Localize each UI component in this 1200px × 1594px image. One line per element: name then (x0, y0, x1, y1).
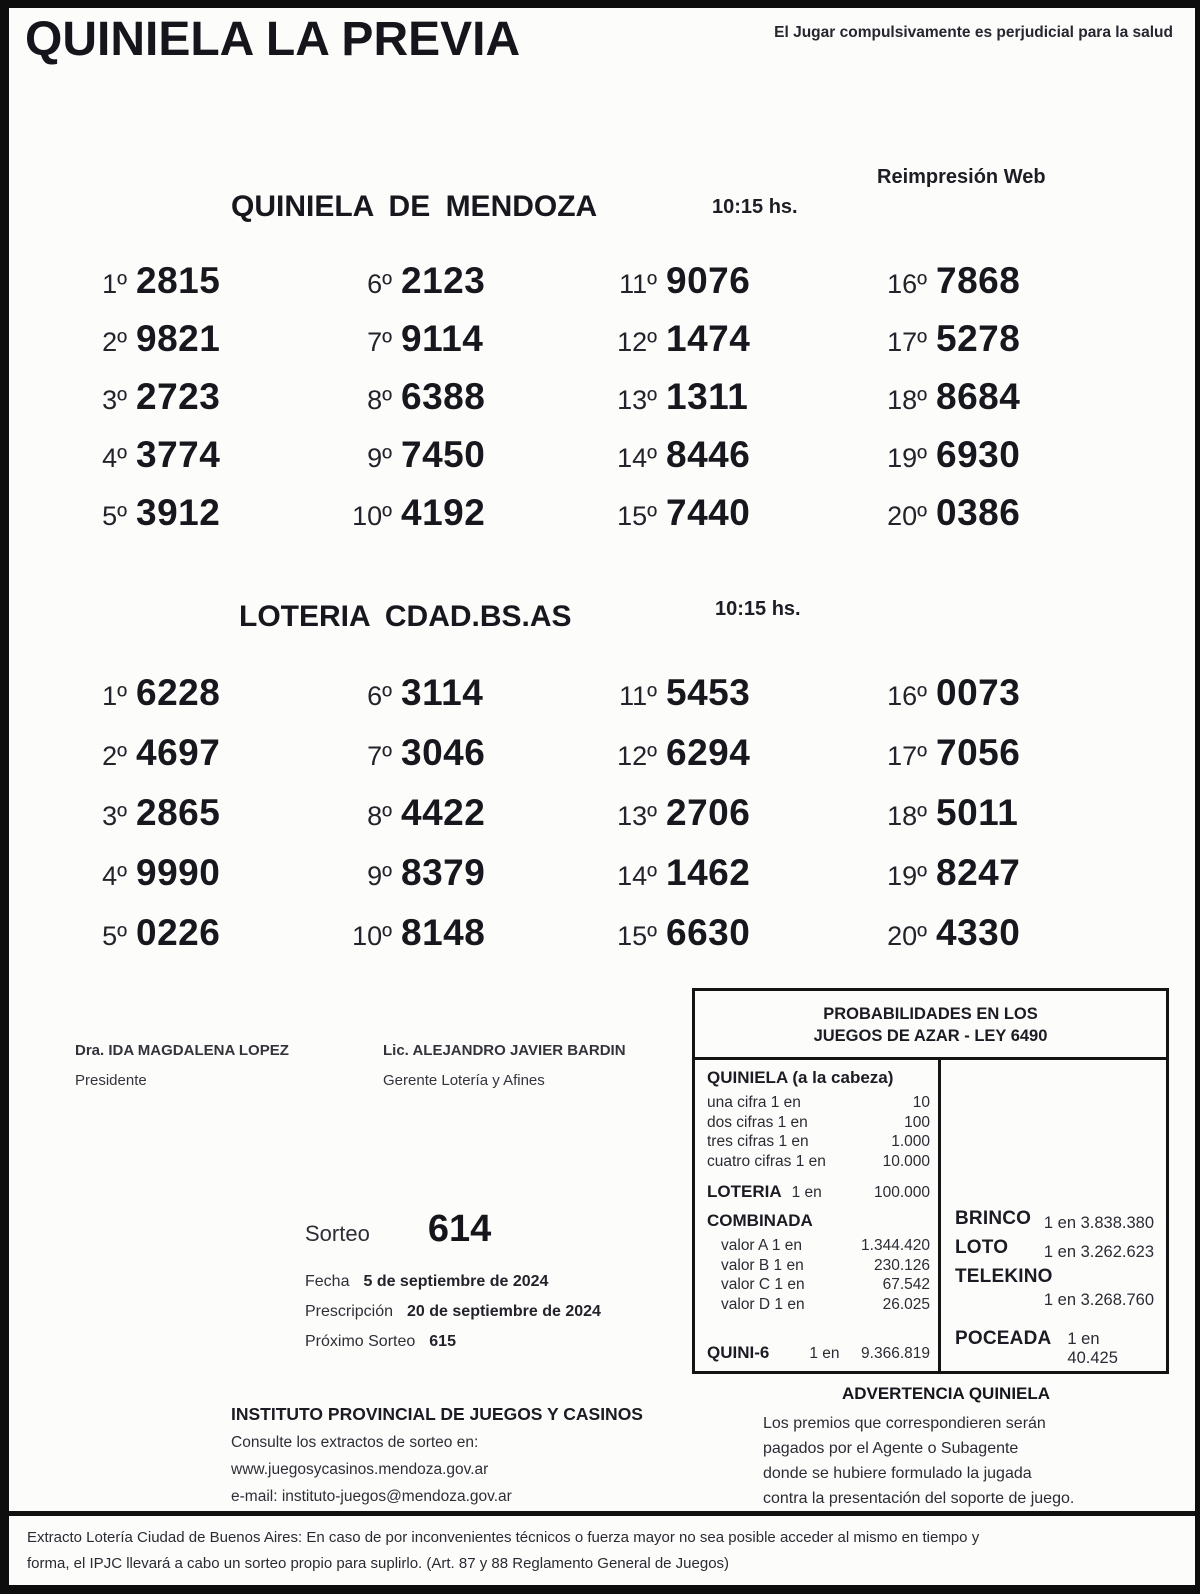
results-column (69, 260, 334, 550)
game-odds-value: 1 en 3.838.380 (1043, 1214, 1154, 1232)
result-number: 7868 (936, 260, 1021, 301)
probability-value: 67.542 (882, 1276, 930, 1293)
result-position-9 (334, 852, 599, 912)
result-ordinal: 15º (617, 921, 657, 951)
game-odds-value: 1 en 3.262.623 (1043, 1243, 1154, 1261)
advertencia-line: donde se hubiere formulado la jugada (763, 1465, 1032, 1482)
result-ordinal: 4º (102, 443, 127, 473)
result-position-20 (869, 912, 1144, 972)
probability-row (707, 1093, 930, 1113)
result-position-17 (869, 318, 1144, 376)
loteria-value: 100.000 (873, 1184, 930, 1201)
probabilities-title (695, 991, 1166, 1060)
result-number: 9114 (401, 318, 484, 359)
results-column (869, 672, 1144, 972)
result-number: 0226 (136, 912, 221, 953)
proximo-sorteo-row (305, 1327, 601, 1357)
loteria-mid: 1 en (791, 1184, 822, 1201)
result-number: 5011 (936, 792, 1019, 833)
probability-value: 100 (904, 1113, 930, 1131)
game-odds-telekino (955, 1266, 1154, 1310)
result-position-12 (599, 732, 869, 792)
probabilities-box (692, 988, 1169, 1374)
probability-row (707, 1132, 930, 1152)
result-ordinal: 7º (367, 327, 392, 357)
sorteo-number: 614 (427, 1208, 492, 1250)
result-number: 7440 (666, 492, 751, 533)
probability-label: valor D 1 en (721, 1295, 805, 1313)
result-number: 2706 (666, 792, 751, 833)
result-number: 4697 (136, 732, 221, 773)
game-name: LOTO (955, 1237, 1009, 1258)
draw-title-mendoza: QUINIELA DE MENDOZA (231, 190, 598, 223)
result-ordinal: 7º (367, 741, 392, 771)
result-ordinal: 19º (887, 861, 927, 891)
draw-info-block (305, 1208, 601, 1357)
probability-label: valor A 1 en (721, 1237, 803, 1254)
probability-label: una cifra 1 en (707, 1094, 801, 1111)
result-position-4 (69, 852, 334, 912)
probability-label: cuatro cifras 1 en (707, 1152, 826, 1170)
prescripcion-row (305, 1297, 601, 1327)
result-ordinal: 6º (367, 681, 392, 711)
result-ordinal: 17º (887, 741, 927, 771)
result-number: 5278 (936, 318, 1021, 359)
game-odds-brinco (955, 1208, 1154, 1230)
result-position-18 (869, 376, 1144, 434)
result-number: 2723 (136, 376, 221, 417)
combinada-odds-rows (707, 1236, 930, 1314)
prescripcion-value: 20 de septiembre de 2024 (407, 1303, 601, 1320)
result-number: 2123 (401, 260, 486, 301)
probability-row (707, 1275, 930, 1295)
result-ordinal: 11º (619, 269, 657, 299)
result-position-15 (599, 492, 869, 550)
quini6-odds-row (707, 1343, 930, 1365)
result-ordinal: 18º (887, 385, 927, 415)
signatures-block (75, 1042, 691, 1089)
probability-label: valor C 1 en (721, 1276, 805, 1293)
result-ordinal: 2º (102, 327, 127, 357)
result-position-17 (869, 732, 1144, 792)
probabilities-title-line1: PROBABILIDADES EN LOS (823, 1005, 1038, 1023)
result-number: 9076 (666, 260, 751, 301)
probability-value: 10 (912, 1094, 930, 1111)
result-number: 3912 (136, 492, 221, 533)
advertencia-line: Los premios que correspondieren serán (763, 1415, 1046, 1432)
result-number: 6388 (401, 376, 486, 417)
result-position-3 (69, 376, 334, 434)
results-grid-bsas (69, 672, 1144, 972)
institute-consult-line: Consulte los extractos de sorteo en: (231, 1434, 479, 1451)
game-odds-value: 1 en 40.425 (1067, 1330, 1118, 1367)
advertencia-title: ADVERTENCIA QUINIELA (841, 1384, 1051, 1403)
combinada-heading: COMBINADA (707, 1211, 813, 1230)
result-number: 2815 (136, 260, 221, 301)
result-position-1 (69, 260, 334, 318)
draw-time-mendoza: 10:15 hs. (712, 196, 798, 218)
quini6-label: QUINI-6 (707, 1343, 770, 1362)
result-ordinal: 15º (617, 501, 657, 531)
fecha-label: Fecha (305, 1273, 350, 1290)
result-number: 8684 (936, 376, 1021, 417)
signatory-name: Dra. IDA MAGDALENA LOPEZ (75, 1042, 289, 1059)
probability-row (707, 1256, 930, 1276)
result-position-7 (334, 318, 599, 376)
result-ordinal: 20º (887, 501, 927, 531)
result-ordinal: 2º (102, 741, 127, 771)
footer-line-2: forma, el IPJC llevará a cabo un sorteo propio para suplirlo. (Art. 87 y 88 Reglamento General de Juegos) (27, 1555, 730, 1572)
result-number: 8379 (401, 852, 486, 893)
prescripcion-label: Prescripción (305, 1303, 394, 1320)
draw-title-bsas: LOTERIA CDAD.BS.AS (239, 600, 572, 633)
result-number: 0386 (936, 492, 1021, 533)
result-number: 7450 (401, 434, 486, 475)
result-ordinal: 10º (352, 921, 392, 951)
result-number: 0073 (936, 672, 1021, 713)
result-number: 3774 (136, 434, 221, 475)
signatory-role: Presidente (75, 1072, 147, 1089)
advertencia-line: pagados por el Agente o Subagente (763, 1440, 1019, 1457)
result-number: 9990 (136, 852, 221, 893)
probabilities-right-column (941, 1060, 1166, 1371)
result-position-13 (599, 376, 869, 434)
game-odds-loto (955, 1237, 1154, 1259)
game-name: POCEADA (955, 1328, 1052, 1349)
result-number: 9821 (136, 318, 221, 359)
quini6-mid: 1 en (809, 1345, 840, 1362)
result-position-20 (869, 492, 1144, 550)
result-ordinal: 3º (102, 801, 127, 831)
probability-value: 1.000 (891, 1133, 930, 1150)
result-number: 4192 (401, 492, 486, 533)
result-ordinal: 6º (367, 269, 392, 299)
probabilities-title-line2: JUEGOS DE AZAR - LEY 6490 (813, 1027, 1048, 1045)
result-position-7 (334, 732, 599, 792)
results-column (869, 260, 1144, 550)
probability-value: 1.344.420 (861, 1237, 930, 1254)
institute-name: INSTITUTO PROVINCIAL DE JUEGOS Y CASINOS (231, 1404, 643, 1424)
game-odds-value: 1 en 3.268.760 (1043, 1291, 1154, 1309)
result-number: 8148 (401, 912, 486, 953)
result-position-11 (599, 260, 869, 318)
result-number: 1462 (666, 852, 751, 893)
result-position-3 (69, 792, 334, 852)
advertencia-block (751, 1384, 1141, 1511)
result-position-13 (599, 792, 869, 852)
probability-row (707, 1295, 930, 1315)
result-position-5 (69, 912, 334, 972)
signatory-role: Gerente Lotería y Afines (383, 1072, 545, 1089)
result-ordinal: 13º (617, 801, 657, 831)
quini6-value: 9.366.819 (861, 1345, 930, 1362)
game-name: BRINCO (955, 1208, 1032, 1229)
result-ordinal: 10º (352, 501, 392, 531)
result-position-8 (334, 376, 599, 434)
results-column (334, 260, 599, 550)
result-ordinal: 16º (887, 681, 927, 711)
advertencia-text (751, 1411, 1141, 1511)
result-number: 2865 (136, 792, 221, 833)
result-ordinal: 4º (102, 861, 127, 891)
result-position-18 (869, 792, 1144, 852)
result-position-14 (599, 434, 869, 492)
result-position-16 (869, 260, 1144, 318)
result-ordinal: 13º (617, 385, 657, 415)
result-ordinal: 1º (102, 269, 127, 299)
quiniela-odds-heading: QUINIELA (a la cabeza) (707, 1068, 894, 1087)
fecha-row (305, 1267, 601, 1297)
result-ordinal: 1º (102, 681, 127, 711)
probabilities-body (695, 1060, 1166, 1371)
result-position-6 (334, 260, 599, 318)
result-position-2 (69, 732, 334, 792)
result-number: 6630 (666, 912, 751, 953)
footer-note (9, 1511, 1195, 1585)
result-number: 1311 (666, 376, 749, 417)
result-ordinal: 14º (617, 443, 657, 473)
proximo-sorteo-value: 615 (429, 1333, 456, 1350)
health-warning-text: El Jugar compulsivamente es perjudicial para la salud (774, 24, 1173, 41)
result-position-12 (599, 318, 869, 376)
result-position-10 (334, 912, 599, 972)
result-ordinal: 5º (102, 921, 127, 951)
result-ordinal: 18º (887, 801, 927, 831)
institute-website: www.juegosycasinos.mendoza.gov.ar (231, 1461, 489, 1478)
advertencia-line: contra la presentación del soporte de juego. (763, 1490, 1075, 1507)
result-position-2 (69, 318, 334, 376)
probability-value: 230.126 (873, 1256, 930, 1274)
loteria-odds-row (707, 1182, 930, 1202)
result-number: 4422 (401, 792, 486, 833)
result-number: 5453 (666, 672, 751, 713)
quiniela-odds-rows (707, 1093, 930, 1171)
result-ordinal: 16º (887, 269, 927, 299)
result-position-5 (69, 492, 334, 550)
result-number: 1474 (666, 318, 751, 359)
page-title: QUINIELA LA PREVIA (25, 13, 521, 66)
result-ordinal: 12º (617, 741, 657, 771)
signatory-president (75, 1042, 383, 1089)
results-column (334, 672, 599, 972)
result-position-19 (869, 434, 1144, 492)
result-position-4 (69, 434, 334, 492)
probability-value: 26.025 (882, 1295, 930, 1313)
game-odds-poceada (955, 1328, 1154, 1368)
result-ordinal: 12º (617, 327, 657, 357)
institute-block (231, 1404, 643, 1506)
probability-label: valor B 1 en (721, 1256, 804, 1274)
fecha-value: 5 de septiembre de 2024 (363, 1273, 549, 1290)
proximo-sorteo-label: Próximo Sorteo (305, 1333, 416, 1350)
probability-value: 10.000 (882, 1152, 930, 1170)
result-position-11 (599, 672, 869, 732)
reprint-web-label: Reimpresión Web (877, 166, 1046, 188)
sorteo-row (305, 1208, 601, 1251)
result-ordinal: 5º (102, 501, 127, 531)
results-grid-mendoza (69, 260, 1144, 550)
result-ordinal: 3º (102, 385, 127, 415)
result-number: 3046 (401, 732, 486, 773)
result-number: 6294 (666, 732, 751, 773)
results-column (599, 672, 869, 972)
result-number: 8446 (666, 434, 751, 475)
results-column (599, 260, 869, 550)
result-number: 6228 (136, 672, 221, 713)
result-position-14 (599, 852, 869, 912)
probability-label: dos cifras 1 en (707, 1113, 808, 1131)
result-position-16 (869, 672, 1144, 732)
results-column (69, 672, 334, 972)
result-position-15 (599, 912, 869, 972)
result-position-9 (334, 434, 599, 492)
result-position-8 (334, 792, 599, 852)
result-ordinal: 17º (887, 327, 927, 357)
result-number: 4330 (936, 912, 1021, 953)
probability-label: tres cifras 1 en (707, 1133, 809, 1150)
footer-line-1: Extracto Lotería Ciudad de Buenos Aires: En caso de por inconvenientes técnicos o fuerza mayor no sea posible acceder al mismo en tiempo y (27, 1529, 980, 1546)
institute-email: e-mail: instituto-juegos@mendoza.gov.ar (231, 1488, 512, 1505)
result-number: 6930 (936, 434, 1021, 475)
game-name: TELEKINO (955, 1266, 1053, 1287)
draw-time-bsas: 10:15 hs. (715, 598, 801, 620)
result-position-1 (69, 672, 334, 732)
result-ordinal: 19º (887, 443, 927, 473)
result-position-10 (334, 492, 599, 550)
probability-row (707, 1152, 930, 1172)
result-number: 8247 (936, 852, 1021, 893)
loteria-label: LOTERIA (707, 1182, 782, 1201)
sorteo-label: Sorteo (305, 1221, 370, 1246)
result-ordinal: 14º (617, 861, 657, 891)
probabilities-left-column (695, 1060, 941, 1371)
result-ordinal: 9º (367, 443, 392, 473)
result-ordinal: 9º (367, 861, 392, 891)
result-number: 7056 (936, 732, 1021, 773)
result-ordinal: 8º (367, 385, 392, 415)
signatory-manager (383, 1042, 691, 1089)
result-position-6 (334, 672, 599, 732)
signatory-name: Lic. ALEJANDRO JAVIER BARDIN (383, 1042, 626, 1059)
probability-row (707, 1236, 930, 1256)
probability-row (707, 1113, 930, 1133)
result-position-19 (869, 852, 1144, 912)
result-ordinal: 20º (887, 921, 927, 951)
result-ordinal: 8º (367, 801, 392, 831)
result-ordinal: 11º (619, 681, 657, 711)
result-number: 3114 (401, 672, 484, 713)
